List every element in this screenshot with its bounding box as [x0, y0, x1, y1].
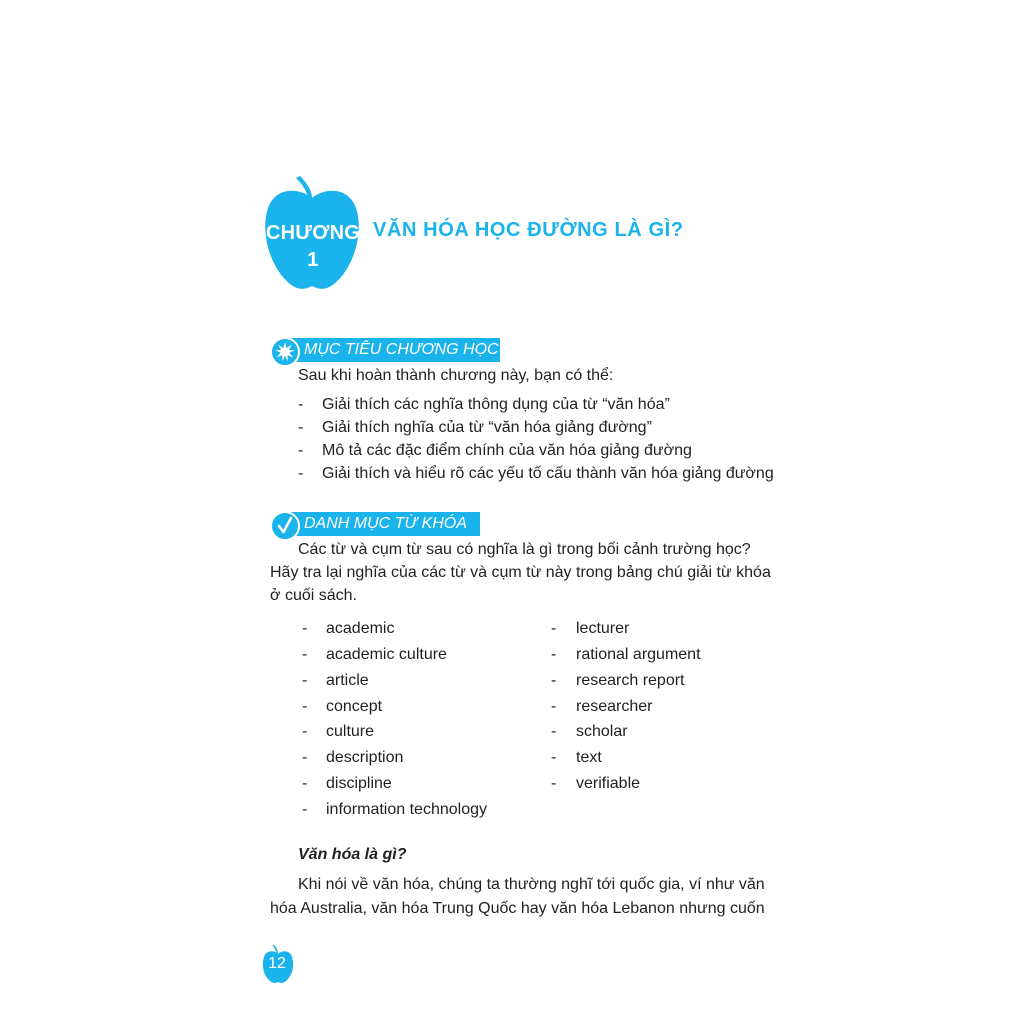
chapter-label [262, 220, 364, 274]
keyword-item: academic [326, 620, 395, 637]
list-bullet: - [302, 698, 308, 715]
list-item: Giải thích các nghĩa thông dụng của từ “văn hóa” [322, 396, 670, 413]
keywords-heading-text: DANH MỤC TỪ KHÓA [304, 515, 467, 532]
keyword-item: research report [576, 672, 685, 689]
objectives-heading-text: MỤC TIÊU CHƯƠNG HỌC [304, 341, 499, 358]
keyword-item: academic culture [326, 646, 447, 663]
page-number: 12 [268, 955, 286, 972]
keywords-intro-line: ở cuối sách. [270, 587, 357, 604]
chapter-number: 1 [307, 249, 319, 271]
keywords-heading [270, 512, 486, 536]
list-bullet: - [302, 801, 308, 818]
list-item: Giải thích và hiểu rõ các yếu tố cấu thành văn hóa giảng đường [322, 465, 774, 482]
list-bullet: - [302, 646, 308, 663]
check-icon [270, 511, 300, 541]
list-bullet: - [298, 465, 304, 482]
keyword-item: information technology [326, 801, 487, 818]
list-bullet: - [302, 620, 308, 637]
list-bullet: - [298, 396, 304, 413]
list-bullet: - [302, 723, 308, 740]
objectives-heading [270, 338, 506, 362]
list-item: Mô tả các đặc điểm chính của văn hóa giảng đường [322, 442, 692, 459]
keyword-item: discipline [326, 775, 392, 792]
keyword-item: culture [326, 723, 375, 740]
list-bullet: - [302, 775, 308, 792]
chapter-label-word: CHƯƠNG [265, 222, 361, 244]
list-bullet: - [551, 646, 557, 663]
keywords-intro-line: Hãy tra lại nghĩa của các từ và cụm từ này trong bảng chú giải từ khóa [270, 564, 771, 581]
keyword-item: rational argument [576, 646, 701, 663]
list-bullet: - [551, 749, 557, 766]
star-burst-icon [270, 337, 300, 367]
list-bullet: - [302, 672, 308, 689]
keywords-intro-line: Các từ và cụm từ sau có nghĩa là gì trong bối cảnh trường học? [298, 541, 751, 558]
objectives-intro: Sau khi hoàn thành chương này, bạn có thể: [298, 367, 614, 384]
section-paragraph-line: Khi nói về văn hóa, chúng ta thường nghĩ tới quốc gia, ví như văn [298, 876, 765, 893]
list-bullet: - [298, 442, 304, 459]
chapter-title: VĂN HÓA HỌC ĐƯỜNG LÀ GÌ? [373, 219, 684, 241]
list-bullet: - [551, 775, 557, 792]
list-bullet: - [551, 672, 557, 689]
keyword-item: verifiable [576, 775, 641, 792]
keyword-item: scholar [576, 723, 628, 740]
list-bullet: - [551, 698, 557, 715]
keyword-item: article [326, 672, 369, 689]
list-bullet: - [551, 723, 557, 740]
list-bullet: - [551, 620, 557, 637]
keyword-item: concept [326, 698, 383, 715]
list-bullet: - [302, 749, 308, 766]
keyword-item: description [326, 749, 404, 766]
section-heading: Văn hóa là gì? [298, 846, 407, 863]
list-bullet: - [298, 419, 304, 436]
keyword-item: researcher [576, 698, 653, 715]
keyword-item: lecturer [576, 620, 630, 637]
list-item: Giải thích nghĩa của từ “văn hóa giảng đường” [322, 419, 652, 436]
keyword-item: text [576, 749, 602, 766]
section-paragraph-line: hóa Australia, văn hóa Trung Quốc hay văn hóa Lebanon nhưng cuốn [270, 900, 765, 917]
